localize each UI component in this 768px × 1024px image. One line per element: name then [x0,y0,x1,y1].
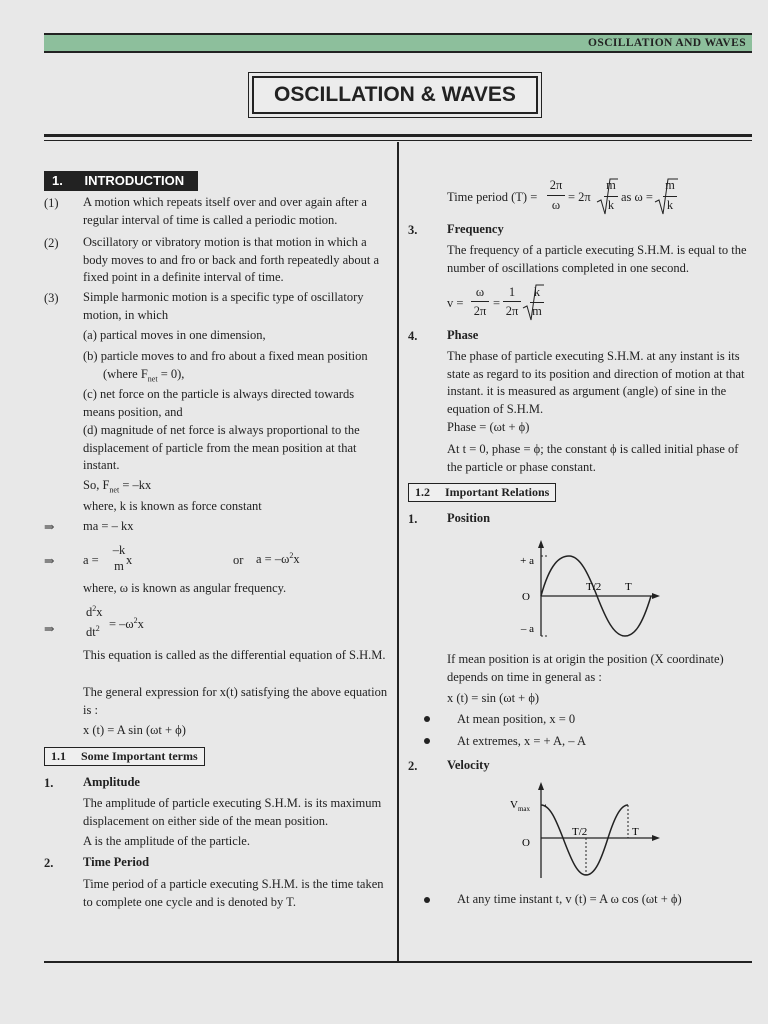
a-eq-denominator: m [114,559,124,573]
force-equation [83,478,151,495]
implies-arrow: ⇒ [44,554,55,568]
ma-equation: ma = – kx [83,519,134,533]
subsection-number: 1.1 [51,749,66,763]
amplitude-heading: Amplitude [83,775,140,789]
fraction-bar [604,196,618,197]
acceleration-omega-equation [256,551,300,567]
condition-b-text: (where F [103,366,148,381]
tp-frac-den: ω [551,198,561,212]
superscript-2: 2 [133,616,138,625]
item-number: 1. [44,776,54,790]
initial-phase-note: At t = 0, phase = ϕ; the constant ϕ is called initial phase of the particle or phase constant. [447,442,739,474]
de-rhs [109,616,144,632]
bullet [424,897,430,903]
condition-b-line2 [103,367,184,381]
tp-root2-num: m [665,178,675,192]
general-expression-note: The general expression for x(t) satisfying the above equation is : [83,685,388,717]
minus-a-label: – a [520,623,534,635]
top-rule-thin [44,140,752,141]
column-divider [397,142,399,962]
subsection-label: Some Important terms [81,749,198,763]
position-graph [500,538,660,638]
tp-root-num: m [606,178,616,192]
period-label: T [632,826,639,838]
item-number: 4. [408,329,418,343]
a-eq-x: x [126,553,133,567]
de-dt: dt [86,625,96,640]
subscript-net: net [109,485,120,495]
paragraph-oscillatory-motion: Oscillatory or vibratory motion is that motion in which a body moves to and fro or back and forth repeatedly about a fixed point in a definite interval of time. [83,235,380,284]
a-eq-numerator: –k [112,543,126,557]
tp-mid: = 2π [568,190,591,204]
fraction-bar [547,195,565,196]
item-number: (1) [44,196,59,210]
item-number: (2) [44,236,59,250]
phase-heading: Phase [447,328,479,342]
bullet [424,738,430,744]
item-number: 1. [408,512,418,526]
v-lhs: v = [447,296,464,310]
superscript-2: 2 [95,624,100,633]
condition-d: (d) magnitude of net force is always proportional to the displacement of particle from the mean position at that instant. [83,423,360,472]
half-period-label: T/2 [586,581,602,593]
superscript-2: 2 [289,551,294,560]
tp-root2-den: k [666,198,674,212]
y-axis-arrowhead [538,540,544,548]
angular-frequency-note: where, ω is known as angular frequency. [83,581,287,595]
differential-equation [83,604,163,644]
velocity-graph [500,780,660,880]
de-numerator [86,604,103,620]
a-eq2-x: x [293,552,300,567]
tp-root-den: k [607,198,615,212]
paragraph-periodic-motion: A motion which repeats itself over and over again after a regular interval of time is called a periodic motion. [83,195,367,227]
v-root-num: k [533,285,541,299]
condition-b [83,348,389,388]
de-rhs-text: = –ω [109,617,134,632]
vmax-label [510,799,531,813]
top-rule-thick [44,134,752,137]
bottom-rule [44,961,752,963]
tp-as: as ω = [621,190,653,204]
tp-lhs: Time period (T) = [447,190,538,204]
paragraph-shm: Simple harmonic motion is a specific type of oscillatory motion, in which [83,290,364,322]
differential-equation-note: This equation is called as the differential equation of S.H.M. [83,648,386,662]
superscript-2: 2 [92,604,97,613]
time-period-equation [447,178,747,218]
plus-a-label: + a [520,555,534,567]
tp-frac-num: 2π [549,178,563,192]
half-period-label: T/2 [572,826,588,838]
subsection-heading-important-terms [44,747,205,766]
fraction-bar [663,196,677,197]
fraction-bar [530,302,544,303]
de-denominator [86,624,100,640]
implies-arrow: ⇒ [44,622,55,636]
origin-label: O [522,837,530,849]
origin-label: O [522,591,530,603]
condition-c: (c) net force on the particle is always directed towards means position, and [83,387,355,419]
position-note: If mean position is at origin the position (X coordinate) depends on time in general as : [447,652,724,684]
force-rhs: = –kx [119,478,152,492]
v-frac2-den: 2π [505,304,519,318]
phase-definition: The phase of particle executing S.H.M. at any instant is its state as regard to its position and direction of motion at that instant. it is measured as argument (angle) of sine in the equation of S.H.M. [447,349,745,416]
v-frac2-num: 1 [508,285,516,299]
or-label: or [233,553,244,567]
y-axis-arrowhead [538,782,544,790]
v-frac1-num: ω [475,285,485,299]
item-number: 2. [408,759,418,773]
velocity-equation-note: At any time instant t, v (t) = A ω cos (ωt + ϕ) [457,892,682,906]
bullet [424,716,430,722]
force-text: So, F [83,478,110,492]
a-eq2-text: a = –ω [256,552,290,567]
v-frac1-den: 2π [473,304,487,318]
x-axis-arrowhead [652,593,660,599]
item-number: 2. [44,856,54,870]
frequency-heading: Frequency [447,222,504,236]
x-axis-arrowhead [652,835,660,841]
chapter-title: OSCILLATION & WAVES [252,76,538,114]
mean-position-note: At mean position, x = 0 [457,712,576,726]
time-period-definition: Time period of a particle executing S.H.M. is the time taken to complete one cycle and is denoted by T. [83,877,384,909]
force-constant-note: where, k is known as force constant [83,499,262,513]
section-heading-introduction [44,171,198,191]
general-solution: x (t) = A sin (ωt + ϕ) [83,723,186,737]
extremes-note: At extremes, x = + A, – A [457,734,587,748]
de-d: d [86,605,93,620]
phase-equation: Phase = (ωt + ϕ) [447,420,530,434]
amplitude-note: A is the amplitude of the particle. [83,834,250,848]
amplitude-definition: The amplitude of particle executing S.H.M. is its maximum displacement on either side of the mean position. [83,796,382,828]
fraction-bar [503,301,521,302]
condition-b-end: = 0), [157,366,185,381]
frequency-definition: The frequency of a particle executing S.H.M. is equal to the number of oscillations completed in one second. [447,243,747,275]
running-header-band [44,33,752,53]
frequency-equation [447,284,567,324]
vmax-subscript: max [517,805,531,813]
period-label: T [625,581,632,593]
section-label: INTRODUCTION [84,173,185,188]
fraction-bar [471,301,489,302]
de-x: x [96,605,103,620]
velocity-heading: Velocity [447,758,490,772]
vmax-symbol: V [510,799,518,811]
item-number: (3) [44,291,59,305]
section-number: 1. [52,173,63,188]
position-equation: x (t) = sin (ωt + ϕ) [447,691,540,705]
de-rhs-x: x [137,617,144,632]
condition-b-line1: (b) particle moves to and fro about a fixed mean position [83,349,368,363]
item-number: 3. [408,223,418,237]
subscript-net: net [147,374,158,383]
v-equals: = [493,296,501,310]
position-heading: Position [447,511,491,525]
subsection-number: 1.2 [415,485,430,499]
subsection-heading-important-relations [408,483,556,502]
a-eq-lhs: a = [83,553,99,567]
cosine-curve [541,805,628,875]
time-period-heading: Time Period [83,855,150,869]
implies-arrow: ⇒ [44,520,55,534]
subsection-label: Important Relations [445,485,550,499]
running-header-title: OSCILLATION AND WAVES [588,37,746,49]
condition-a: (a) partical moves in one dimension, [83,328,266,342]
v-root-den: m [532,304,542,318]
